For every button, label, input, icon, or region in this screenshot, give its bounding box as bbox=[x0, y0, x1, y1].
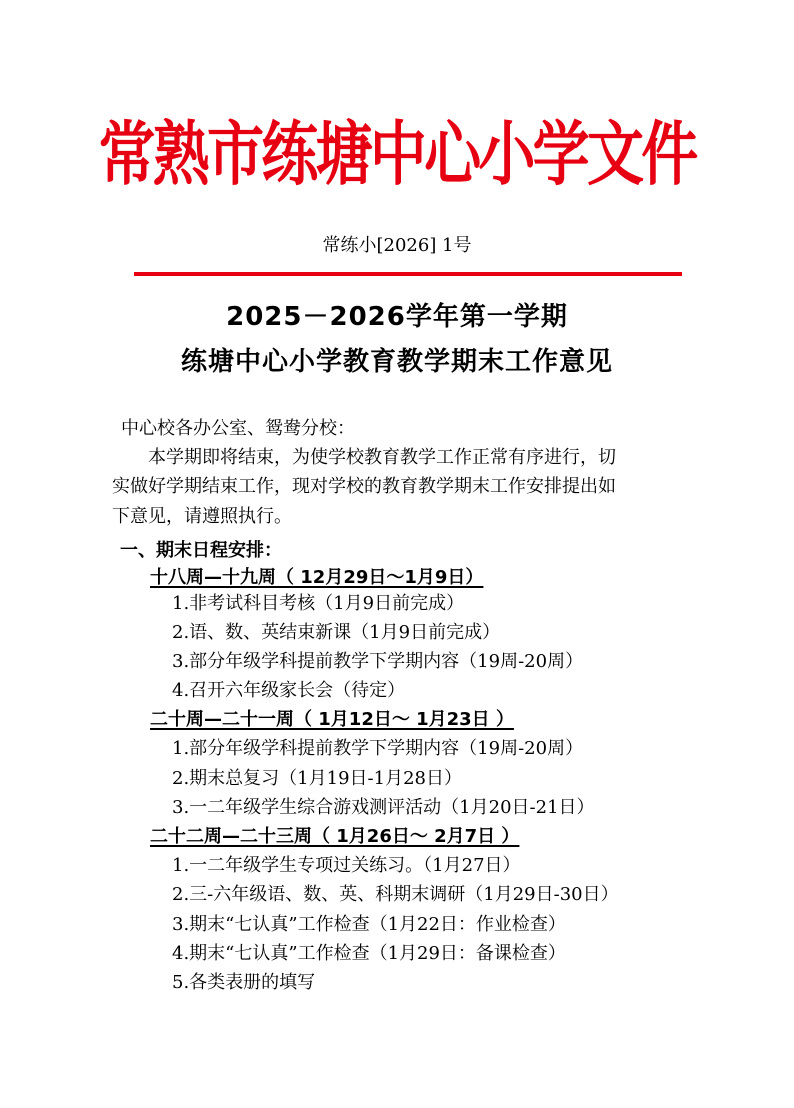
schedule-item: 1.一二年级学生专项过关练习。（1月27日） bbox=[172, 855, 521, 876]
schedule-item: 4.期末“七认真”工作检查（1月29日：备课检查） bbox=[172, 943, 566, 964]
document-title-line-1: 2025－2026学年第一学期 bbox=[226, 302, 568, 332]
document-title-line-2: 练塘中心小学教育教学期末工作意见 bbox=[180, 347, 613, 377]
schedule-item: 3.一二年级学生综合游戏测评活动（1月20日-21日） bbox=[172, 797, 595, 818]
schedule-item: 2.语、数、英结束新课（1月9日前完成） bbox=[172, 622, 501, 643]
week-heading-18-19: 十八周—十九周（ 12月29日～1月9日） bbox=[150, 567, 484, 588]
document-header-title: 常熟市练塘中心小学文件 bbox=[98, 112, 696, 195]
schedule-item: 1.非考试科目考核（1月9日前完成） bbox=[172, 593, 465, 614]
week-heading-20-21: 二十周—二十一周（ 1月12日～ 1月23日 ） bbox=[150, 709, 514, 730]
schedule-item: 1.部分年级学科提前教学下学期内容（19周-20周） bbox=[172, 738, 584, 759]
intro-line-3: 下意见，请遵照执行。 bbox=[112, 506, 292, 527]
salutation: 中心校各办公室、鸳鸯分校： bbox=[121, 418, 355, 439]
schedule-item: 2.三-六年级语、数、英、科期末调研（1月29日-30日） bbox=[172, 884, 619, 905]
section-heading-schedule: 一、期末日程安排： bbox=[120, 540, 282, 561]
week-heading-22-23: 二十二周—二十三周（ 1月26日～ 2月7日 ） bbox=[150, 826, 520, 847]
intro-line-1: 本学期即将结束，为使学校教育教学工作正常有序进行，切 bbox=[148, 447, 616, 468]
schedule-item: 3.部分年级学科提前教学下学期内容（19周-20周） bbox=[172, 651, 584, 672]
schedule-item: 4.召开六年级家长会（待定） bbox=[172, 680, 406, 701]
document-number: 常练小[2026] 1号 bbox=[322, 235, 472, 256]
schedule-item: 5.各类表册的填写 bbox=[172, 972, 316, 993]
intro-line-2: 实做好学期结束工作，现对学校的教育教学期末工作安排提出如 bbox=[112, 476, 616, 497]
red-divider-line bbox=[134, 272, 682, 276]
schedule-item: 2.期末总复习（1月19日-1月28日） bbox=[172, 768, 462, 789]
schedule-item: 3.期末“七认真”工作检查（1月22日：作业检查） bbox=[172, 914, 566, 935]
